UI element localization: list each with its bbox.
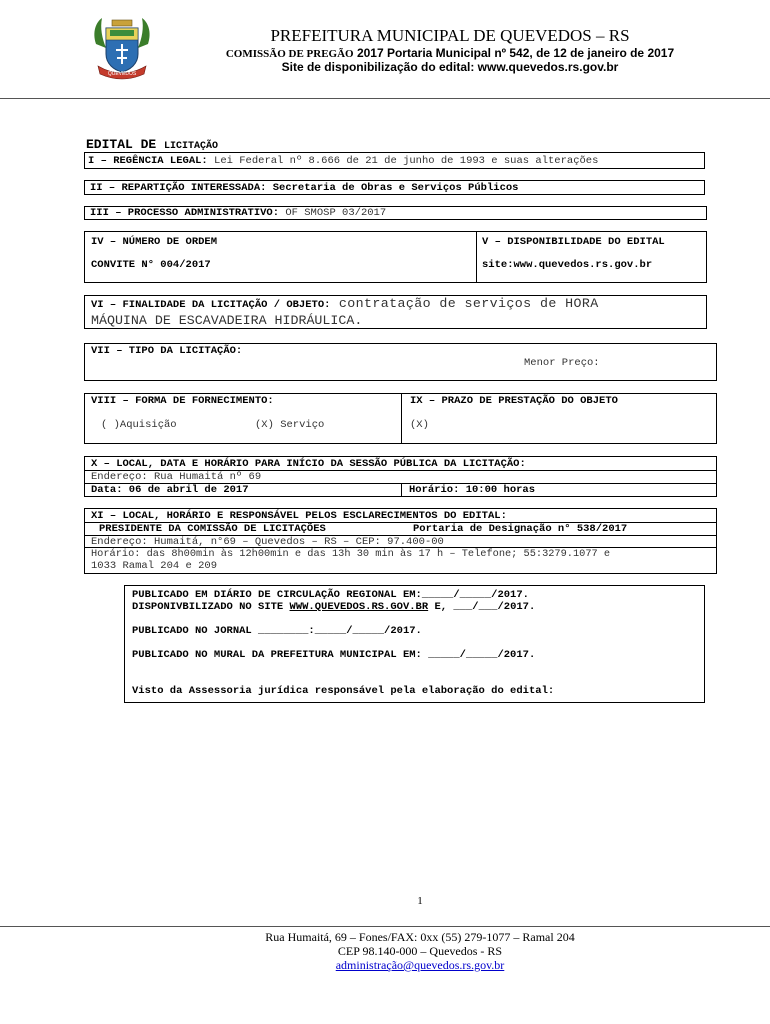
edital-title-sub: LICITAÇÃO <box>164 141 219 152</box>
footer-divider <box>0 926 770 927</box>
pub-site-suffix: E, ___/___/2017. <box>428 601 536 613</box>
footer-address: Rua Humaitá, 69 – Fones/FAX: 0xx (55) 279-1077 – Ramal 204 <box>265 930 575 944</box>
forma-servico-option: (X) Serviço <box>255 419 325 431</box>
tipo-licitacao-value: Menor Preço: <box>524 357 600 369</box>
finalidade-value-2: MÁQUINA DE ESCAVADEIRA HIDRÁULICA. <box>91 313 363 328</box>
page-number: 1 <box>417 895 423 907</box>
forma-fornecimento-label: VIII – FORMA DE FORNECIMENTO: <box>91 395 274 407</box>
section-ordem-disponibilidade <box>84 231 707 283</box>
presidente-comissao: PRESIDENTE DA COMISSÃO DE LICITAÇÕES <box>99 523 326 535</box>
processo-value: OF SMOSP 03/2017 <box>279 207 387 219</box>
processo-label: III – PROCESSO ADMINISTRATIVO: <box>90 207 280 219</box>
esclarecimentos-address: Endereço: Humaitá, n°69 – Quevedos – RS – CEP: 97.400-00 <box>91 536 444 548</box>
esclarecimentos-label: XI – LOCAL, HORÁRIO E RESPONSÁVEL PELOS ESCLARECIMENTOS DO EDITAL: <box>91 510 507 522</box>
footer-cep: CEP 98.140-000 – Quevedos - RS <box>337 944 503 958</box>
pub-diario: PUBLICADO EM DIÁRIO DE CIRCULAÇÃO REGIONAL EM:_____/_____/2017. <box>132 589 529 601</box>
section-forma-prazo <box>84 393 717 444</box>
section-local-sessao <box>84 456 717 497</box>
pub-jornal: PUBLICADO NO JORNAL ________:_____/_____/2017. <box>132 625 422 637</box>
pub-site-link[interactable]: WWW.QUEVEDOS.RS.GOV.BR <box>289 601 429 613</box>
portaria-designacao: Portaria de Designação n° 538/2017 <box>413 523 628 535</box>
finalidade-label: VI – FINALIDADE DA LICITAÇÃO / OBJETO: <box>91 299 331 311</box>
document-header-subtitle <box>160 46 740 61</box>
forma-aquisicao-option: ( )Aquisição <box>101 419 177 431</box>
section-tipo-licitacao <box>84 343 717 381</box>
regencia-label: I – REGÊNCIA LEGAL: <box>88 155 208 167</box>
footer-email-link[interactable]: administração@quevedos.rs.gov.br <box>335 958 505 972</box>
local-sessao-label: X – LOCAL, DATA E HORÁRIO PARA INÍCIO DA SESSÃO PÚBLICA DA LICITAÇÃO: <box>91 458 526 470</box>
document-header-title: PREFEITURA MUNICIPAL DE QUEVEDOS – RS <box>270 26 630 45</box>
subtitle-prefix: COMISSÃO DE PREGÃO <box>225 48 354 60</box>
disponibilidade-value: site:www.quevedos.rs.gov.br <box>482 259 653 271</box>
regencia-value: Lei Federal nº 8.666 de 21 de junho de 1993 e suas alterações <box>207 155 599 167</box>
esclarecimentos-hours-2: 1033 Ramal 204 e 209 <box>91 560 218 572</box>
reparticao-text: II – REPARTIÇÃO INTERESSADA: Secretaria de Obras e Serviços Públicos <box>90 182 519 194</box>
section-reparticao <box>84 180 705 195</box>
publication-box <box>124 585 705 703</box>
municipal-crest-logo <box>90 14 154 80</box>
section-regencia-legal <box>84 152 705 169</box>
pub-visto-juridico: Visto da Assessoria jurídica responsável pela elaboração do edital: <box>132 685 555 697</box>
footer-email-wrap <box>0 958 770 972</box>
document-header-site: Site de disponibilização do edital: www.quevedos.rs.gov.br <box>281 60 619 74</box>
numero-ordem-label: IV – NÚMERO DE ORDEM <box>91 236 218 248</box>
local-sessao-address: Endereço: Rua Humaitá nº 69 <box>91 471 262 483</box>
finalidade-value-1: contratação de serviços de HORA <box>330 296 599 311</box>
pub-site-prefix: DISPONIVBILIZADO NO SITE <box>132 601 290 613</box>
prazo-label: IX – PRAZO DE PRESTAÇÃO DO OBJETO <box>410 395 618 407</box>
subtitle-rest: 2017 Portaria Municipal nº 542, de 12 de janeiro de 2017 <box>353 46 675 60</box>
disponibilidade-label: V – DISPONIBILIDADE DO EDITAL <box>482 236 665 248</box>
local-sessao-time: Horário: 10:00 horas <box>409 484 536 496</box>
esclarecimentos-hours-1: Horário: das 8h00min às 12h00min e das 13h 30 min às 17 h – Telefone; 55:3279.1077 e <box>91 548 611 560</box>
section-esclarecimentos <box>84 508 717 574</box>
header-divider <box>0 98 770 99</box>
tipo-licitacao-label: VII – TIPO DA LICITAÇÃO: <box>91 345 243 357</box>
edital-title-main: EDITAL DE <box>86 137 157 152</box>
pub-mural: PUBLICADO NO MURAL DA PREFEITURA MUNICIPAL EM: _____/_____/2017. <box>132 649 536 661</box>
logo-banner-text: QUEVEDOS <box>107 71 137 77</box>
numero-ordem-value: CONVITE N° 004/2017 <box>91 259 211 271</box>
local-sessao-date: Data: 06 de abril de 2017 <box>91 484 249 496</box>
pub-site <box>132 601 535 613</box>
section-processo <box>84 206 707 220</box>
prazo-value: (X) <box>410 419 429 431</box>
section-finalidade <box>84 295 707 329</box>
